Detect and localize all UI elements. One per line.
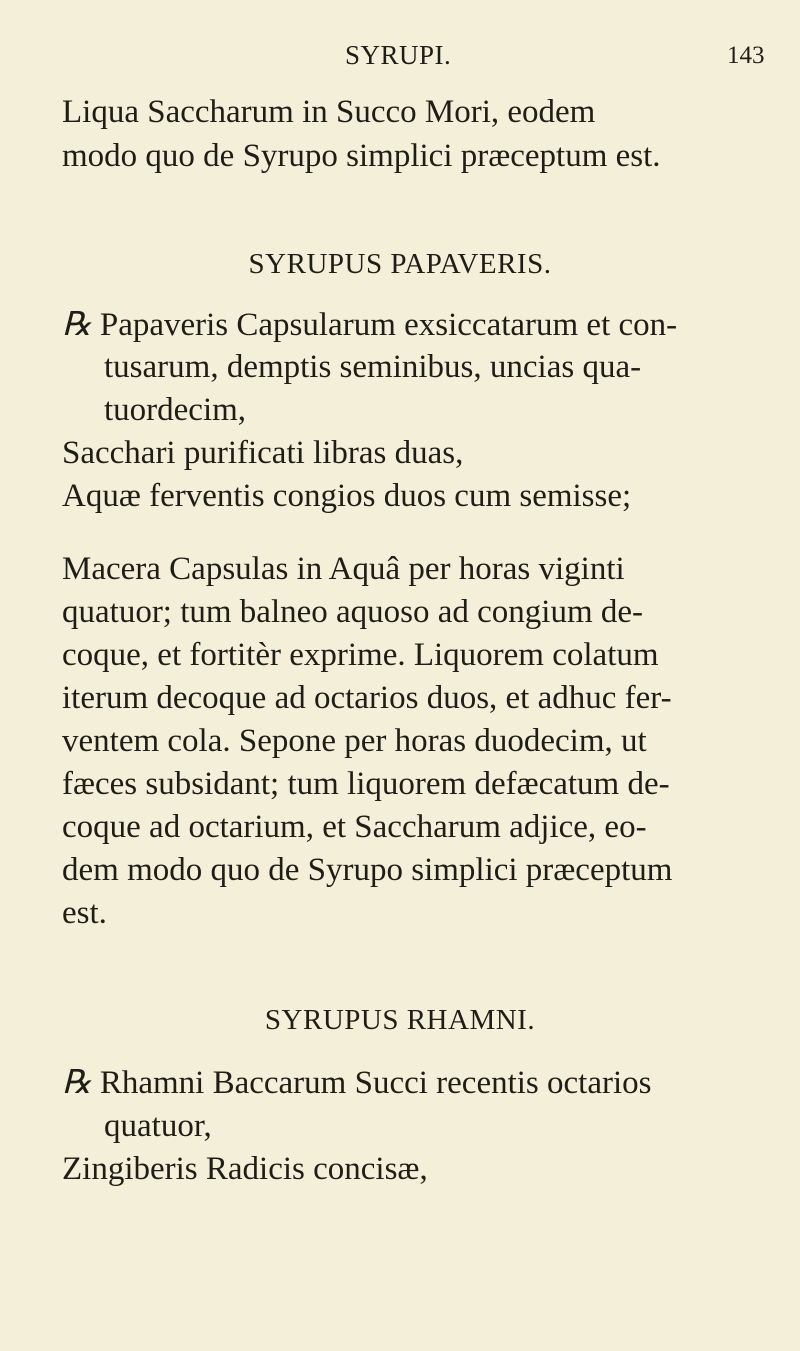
recipe-text: Papaveris Capsularum exsiccatarum et con- (99, 307, 678, 343)
ingredient-line: Sacchari purificati libras duas, (62, 435, 464, 471)
method-line: coque ad octarium, et Saccharum adjice, eo- (62, 809, 647, 845)
ingredient-line: Aquæ ferventis congios duos cum semisse; (62, 478, 632, 514)
method-line: coque, et fortitèr exprime. Liquorem colatum (62, 637, 659, 673)
recipe-first-line (62, 1063, 651, 1103)
method-line: dem modo quo de Syrupo simplici præceptum (62, 852, 673, 888)
running-head (0, 40, 800, 76)
recipe-first-line (62, 305, 677, 345)
recipe-symbol-icon: ℞ (62, 1065, 92, 1101)
section-heading-rhamni: SYRUPUS RHAMNI. (264, 1004, 536, 1036)
method-line: iterum decoque ad octarios duos, et adhuc fer- (62, 680, 672, 716)
recipe-line: tusarum, demptis seminibus, uncias qua- (104, 349, 642, 385)
section-heading-papaveris: SYRUPUS PAPAVERIS. (248, 248, 552, 280)
running-head-title: SYRUPI. (345, 40, 452, 70)
recipe-text: Rhamni Baccarum Succi recentis octarios (99, 1065, 652, 1101)
page-number: 143 (727, 42, 765, 69)
method-line: quatuor; tum balneo aquoso ad congium de- (62, 594, 644, 630)
method-line: est. (62, 895, 107, 931)
recipe-symbol-icon: ℞ (62, 307, 92, 343)
recipe-line: tuordecim, (104, 392, 247, 428)
recipe-line: quatuor, (104, 1108, 212, 1144)
ingredient-line: Zingiberis Radicis concisæ, (62, 1151, 428, 1187)
intro-line: modo quo de Syrupo simplici præceptum est. (62, 138, 661, 174)
intro-line: Liqua Saccharum in Succo Mori, eodem (62, 94, 596, 130)
method-line: Macera Capsulas in Aquâ per horas viginti (62, 551, 625, 587)
method-line: ventem cola. Sepone per horas duodecim, ut (62, 723, 647, 759)
method-line: fæces subsidant; tum liquorem defæcatum de- (62, 766, 670, 802)
